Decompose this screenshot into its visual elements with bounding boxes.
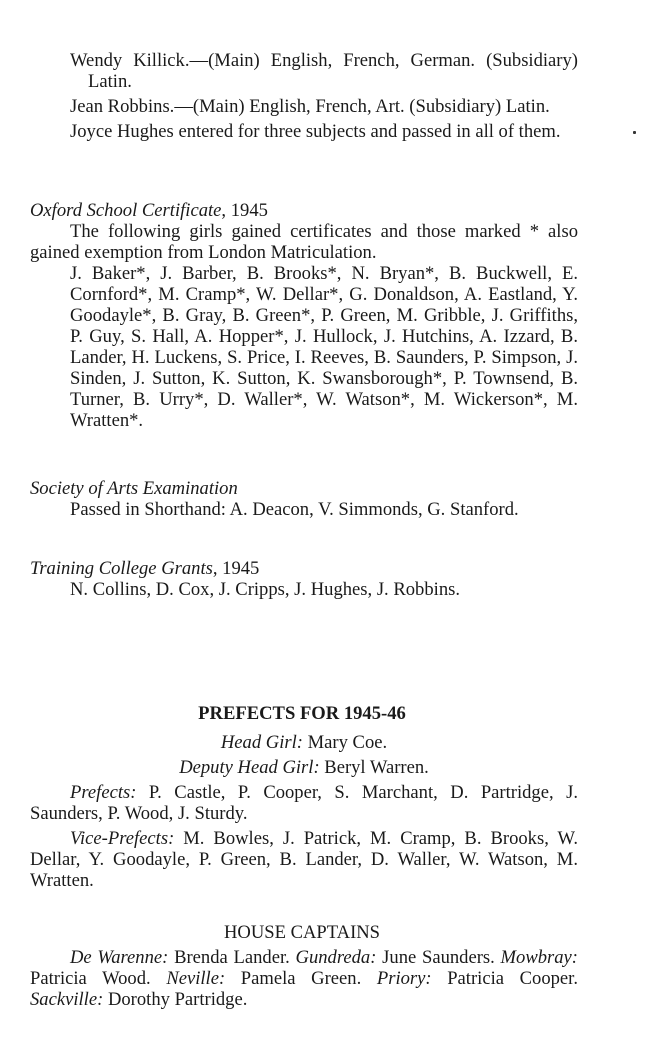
section-title: Society of Arts Examination [30, 478, 238, 499]
house-name: Priory: [376, 968, 432, 989]
house-name: De Warenne: [70, 947, 169, 968]
prefects-section [30, 703, 578, 891]
house-captains-section [30, 922, 578, 1010]
subjects-text: —(Main) English, French, Art. (Subsidiary) Latin. [174, 96, 550, 117]
deputy-label: Deputy Head Girl: [179, 757, 320, 778]
student-name: Jean Robbins. [70, 96, 175, 117]
result-entry-robbins [70, 96, 578, 117]
captain-name: Brenda Lander. [168, 947, 296, 968]
house-name: Neville: [166, 968, 226, 989]
result-entry-hughes: Joyce Hughes entered for three subjects and passed in all of them. [70, 121, 561, 142]
vice-prefects-list [30, 828, 578, 891]
vice-prefects-label: Vice-Prefects: [70, 828, 175, 849]
head-girl-line [30, 732, 578, 753]
captain-name: Patricia Cooper. [431, 968, 578, 989]
prefects-label: Prefects: [70, 782, 137, 803]
section-year: , 1945 [212, 558, 260, 579]
section-title-text: Training College Grants [30, 558, 213, 579]
print-speck [633, 131, 636, 134]
section-title [30, 200, 578, 221]
house-name: Sackville: [30, 989, 104, 1010]
house-name: Gundreda: [295, 947, 377, 968]
prefects-list [30, 782, 578, 824]
house-name: Mowbray: [500, 947, 578, 968]
student-name: Wendy Killick. [70, 50, 190, 71]
higher-cert-results [30, 50, 578, 142]
deputy-head-girl-line [30, 757, 578, 778]
house-captains-heading: HOUSE CAPTAINS [223, 922, 381, 943]
head-girl-name: Mary Coe. [302, 732, 388, 753]
grants-names: N. Collins, D. Cox, J. Cripps, J. Hughes, J. Robbins. [70, 579, 460, 600]
society-arts-section [30, 478, 578, 520]
prefects-names: P. Castle, P. Cooper, S. Marchant, D. Partridge, J. Saunders, P. Wood, J. Sturdy. [30, 782, 578, 824]
oxford-certificate-section [30, 200, 578, 431]
certificate-names-list: J. Baker*, J. Barber, B. Brooks*, N. Bryan*, B. Buckwell, E. Cornford*, M. Cramp*, W. Dellar*, G. Donaldson, A. Eastland, Y. Goodayle*, B. Gray, B. Green*, P. Green, M. Gribble, J. Griffiths, P. Guy, S. Hall, A. Hopper*, J. Hullock, J. Hutchins, A. Izzard, B. Lander, H. Luckens, S. Price, I. Reeves, B. Saunders, P. Simpson, J. Sinden, J. Sutton, K. Sutton, K. Swansborough*, P. Townsend, B. Turner, B. Urry*, D. Waller*, W. Watson*, M. Wickerson*, M. Wratten*. [70, 263, 578, 431]
deputy-name: Beryl Warren. [319, 757, 429, 778]
training-grants-section [30, 558, 578, 600]
shorthand-passes: Passed in Shorthand: A. Deacon, V. Simmonds, G. Stanford. [70, 499, 519, 520]
section-year: , 1945 [221, 200, 268, 221]
section-intro: The following girls gained certificates and those marked * also gained exemption from London Matriculation. [30, 221, 578, 263]
subjects-text: —(Main) English, French, German. (Subsidiary) Latin. [88, 50, 578, 92]
house-captains-list [30, 947, 578, 1010]
section-title-text: Oxford School Certificate [30, 200, 222, 221]
prefects-heading: PREFECTS FOR 1945-46 [198, 703, 406, 724]
captain-name: Dorothy Partridge. [103, 989, 248, 1010]
head-girl-label: Head Girl: [220, 732, 303, 753]
vice-prefects-names: M. Bowles, J. Patrick, M. Cramp, B. Brooks, W. Dellar, Y. Goodayle, P. Green, B. Lander, D. Waller, W. Watson, M. Wratten. [30, 828, 578, 891]
captain-name: Patricia Wood. [30, 968, 167, 989]
result-entry-killick [70, 50, 578, 92]
section-title [30, 558, 578, 579]
captain-name: Pamela Green. [225, 968, 377, 989]
captain-name: June Saunders. [376, 947, 501, 968]
